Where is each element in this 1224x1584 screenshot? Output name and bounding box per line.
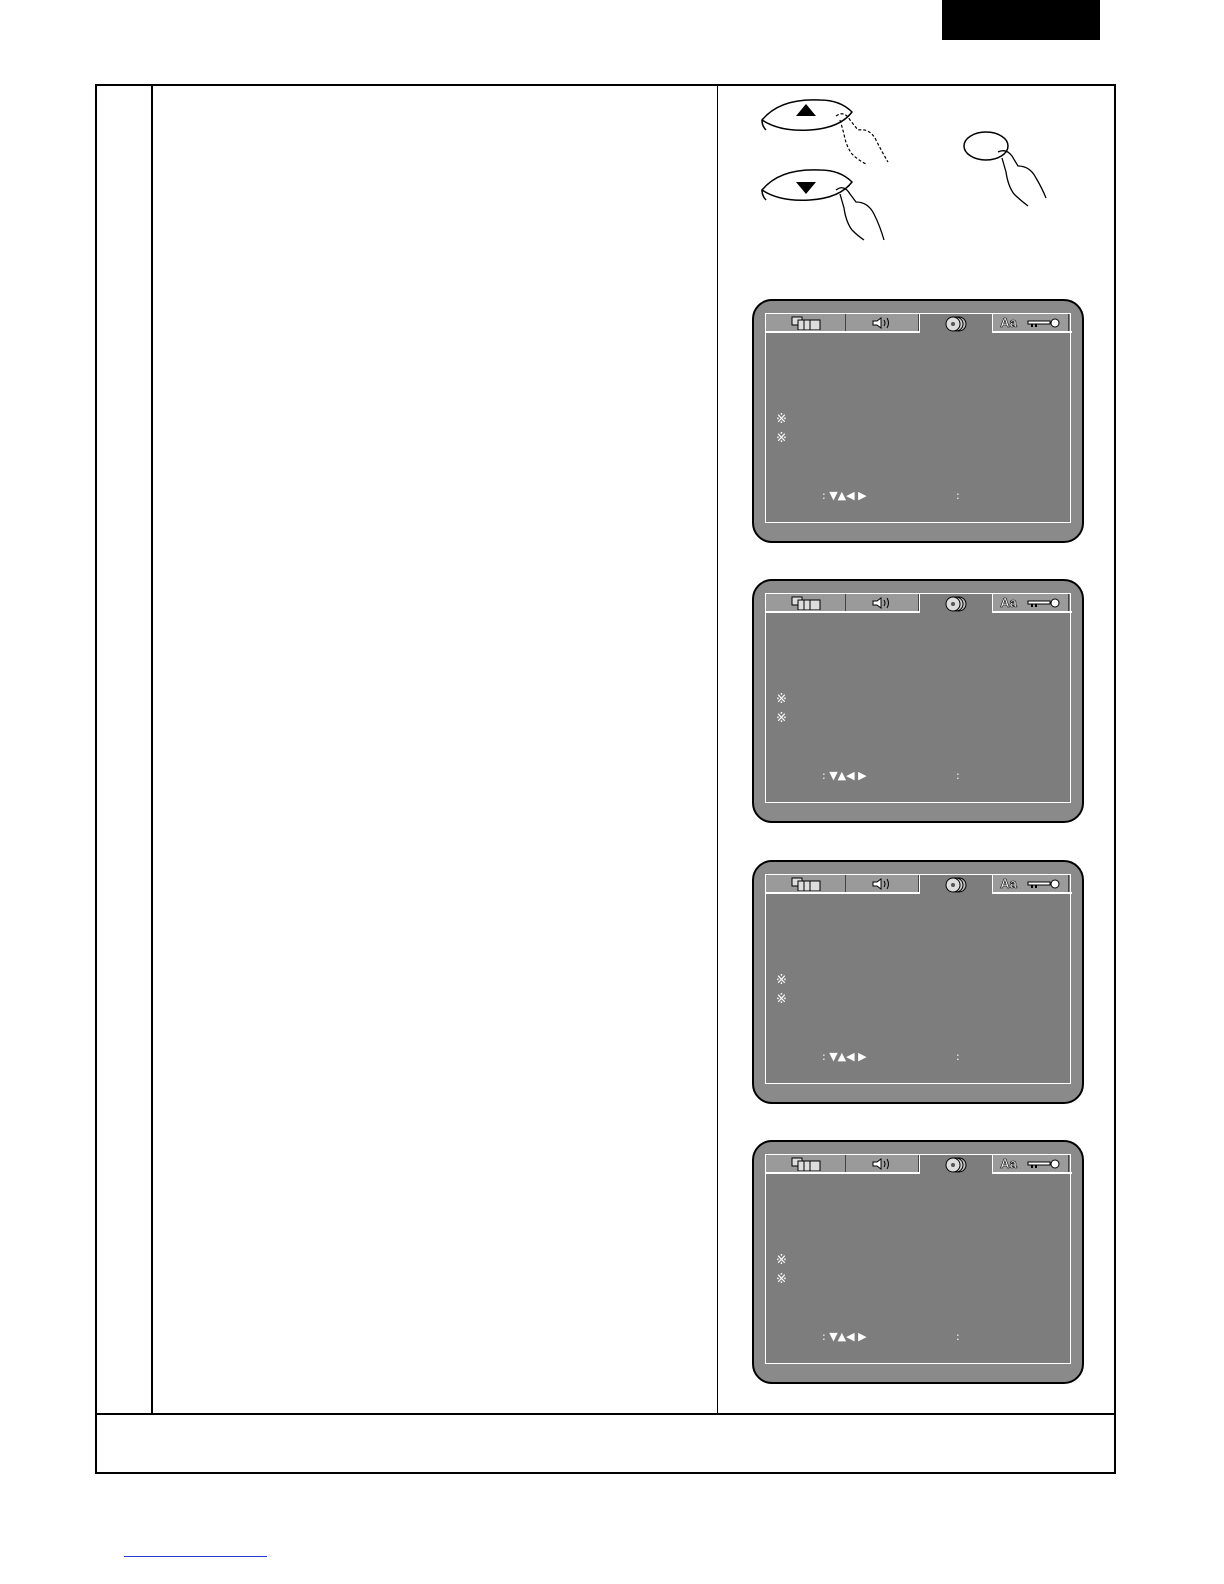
- tab-language-parental[interactable]: [993, 875, 1069, 892]
- note-mark-2: ※: [776, 431, 787, 446]
- osd-display: [765, 874, 1071, 1084]
- page-corner-tab: [942, 0, 1100, 40]
- tab-language-parental[interactable]: [993, 314, 1069, 331]
- note-mark-1: ※: [776, 692, 787, 707]
- osd-display: [765, 593, 1071, 803]
- osd-tab-bar: [766, 594, 1069, 611]
- illustration-column-divider: [717, 84, 718, 1414]
- enter-hint-colon: :: [956, 489, 960, 502]
- enter-hint-colon: :: [956, 1330, 960, 1343]
- osd-screen-1: [752, 299, 1084, 543]
- tab-disc[interactable]: [919, 594, 993, 613]
- nav-arrows: ▼▲◀ ▶: [829, 1050, 867, 1063]
- nav-colon: :: [822, 1330, 826, 1343]
- down-button-icon: [762, 170, 852, 200]
- note-mark-2: ※: [776, 711, 787, 726]
- osd-tab-bar: [766, 875, 1069, 892]
- enter-hint-colon: :: [956, 1050, 960, 1063]
- text-icon: Aa: [1000, 876, 1017, 891]
- nav-colon: :: [822, 769, 826, 782]
- key-icon: [1027, 317, 1061, 329]
- note-row-divider: [95, 1413, 1116, 1415]
- nav-hint: [822, 770, 867, 782]
- nav-hint: [822, 490, 867, 502]
- nav-arrows: ▼▲◀ ▶: [829, 769, 867, 782]
- note-mark-2: ※: [776, 992, 787, 1007]
- key-icon: [1027, 597, 1061, 609]
- nav-arrows: ▼▲◀ ▶: [829, 1330, 867, 1343]
- tab-picture[interactable]: [766, 1155, 846, 1172]
- tab-language-parental[interactable]: [993, 1155, 1069, 1172]
- tab-picture[interactable]: [766, 594, 846, 611]
- note-mark-1: ※: [776, 973, 787, 988]
- nav-colon: :: [822, 489, 826, 502]
- speaker-icon: [871, 596, 893, 610]
- speaker-icon: [871, 316, 893, 330]
- tab-picture[interactable]: [766, 875, 846, 892]
- footer-link-underline[interactable]: [124, 1556, 267, 1557]
- osd-display: [765, 1154, 1071, 1364]
- key-icon: [1027, 878, 1061, 890]
- disc-icon: [943, 596, 969, 612]
- tab-disc[interactable]: [919, 875, 993, 894]
- nav-colon: :: [822, 1050, 826, 1063]
- enter-button-icon: [964, 132, 1008, 160]
- tab-audio[interactable]: [846, 875, 919, 892]
- picture-icon: [790, 316, 822, 330]
- tab-audio[interactable]: [846, 594, 919, 611]
- picture-icon: [790, 596, 822, 610]
- key-icon: [1027, 1158, 1061, 1170]
- disc-icon: [943, 316, 969, 332]
- osd-tab-bar: [766, 314, 1069, 331]
- tab-audio[interactable]: [846, 1155, 919, 1172]
- osd-screen-2: [752, 579, 1084, 823]
- disc-icon: [943, 877, 969, 893]
- nav-arrows: ▼▲◀ ▶: [829, 489, 867, 502]
- text-icon: Aa: [1000, 1156, 1017, 1171]
- tab-audio[interactable]: [846, 314, 919, 331]
- nav-hint: [822, 1331, 867, 1343]
- note-mark-1: ※: [776, 1253, 787, 1268]
- osd-tab-bar: [766, 1155, 1069, 1172]
- remote-buttons-illustration: [740, 90, 1100, 260]
- osd-screen-4: [752, 1140, 1084, 1384]
- tab-picture[interactable]: [766, 314, 846, 331]
- picture-icon: [790, 1157, 822, 1171]
- step-column-divider: [151, 84, 153, 1414]
- picture-icon: [790, 877, 822, 891]
- disc-icon: [943, 1157, 969, 1173]
- note-mark-1: ※: [776, 412, 787, 427]
- speaker-icon: [871, 877, 893, 891]
- tab-disc[interactable]: [919, 1155, 993, 1174]
- note-mark-2: ※: [776, 1272, 787, 1287]
- text-icon: Aa: [1000, 595, 1017, 610]
- osd-screen-3: [752, 860, 1084, 1104]
- enter-hint-colon: :: [956, 769, 960, 782]
- text-icon: Aa: [1000, 315, 1017, 330]
- nav-hint: [822, 1051, 867, 1063]
- tab-language-parental[interactable]: [993, 594, 1069, 611]
- osd-display: [765, 313, 1071, 523]
- speaker-icon: [871, 1157, 893, 1171]
- tab-disc[interactable]: [919, 314, 993, 333]
